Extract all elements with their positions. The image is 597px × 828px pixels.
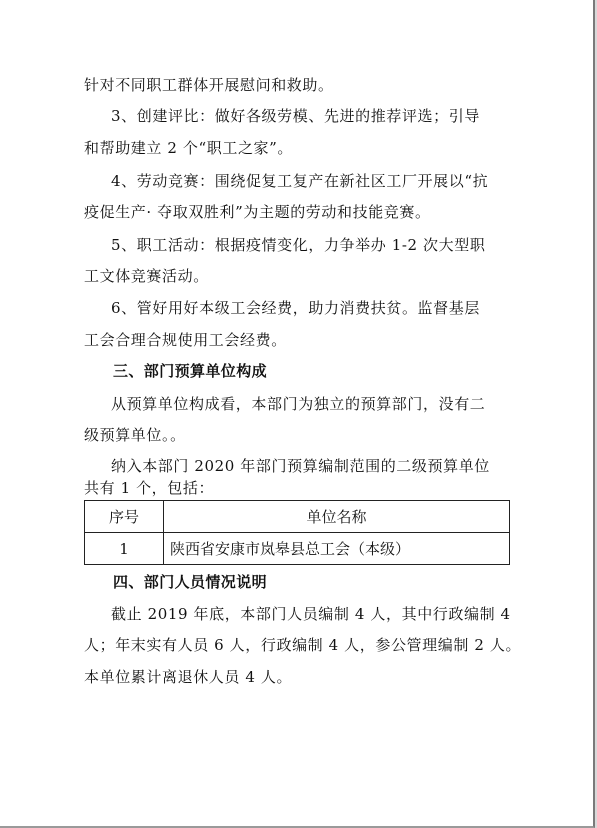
paragraph-line: 工文体竞赛活动。 — [84, 267, 209, 285]
table-row — [85, 533, 510, 565]
table-cell-seq: 1 — [85, 533, 164, 565]
paragraph-line: 人；年末实有人员 6 人，行政编制 4 人，参公管理编制 2 人。 — [84, 636, 522, 654]
paragraph-line: 针对不同职工群体开展慰问和救助。 — [84, 76, 334, 94]
paragraph-line: 从预算单位构成看，本部门为独立的预算部门，没有二 — [111, 395, 486, 413]
section-heading-4: 四、部门人员情况说明 — [113, 573, 268, 591]
table-header-seq: 序号 — [85, 501, 164, 533]
paragraph-line: 和帮助建立 2 个“职工之家”。 — [84, 139, 294, 157]
paragraph-item-4: 4、劳动竞赛：围绕促复工复产在新社区工厂开展以“抗 — [111, 172, 489, 190]
paragraph-line: 纳入本部门 2020 年部门预算编制范围的二级预算单位 — [111, 457, 490, 475]
paragraph-line: 共有 1 个，包括： — [84, 479, 215, 497]
paragraph-line: 截止 2019 年底，本部门人员编制 4 人，其中行政编制 4 — [111, 605, 511, 623]
table-header-name: 单位名称 — [164, 501, 510, 533]
paragraph-item-3: 3、创建评比：做好各级劳模、先进的推荐评选；引导 — [111, 107, 480, 125]
budget-units-table — [84, 500, 510, 565]
paragraph-line: 本单位累计离退休人员 4 人。 — [84, 668, 293, 686]
paragraph-line: 工会合理合规使用工会经费。 — [84, 331, 287, 349]
paragraph-line: 级预算单位。。 — [84, 426, 186, 444]
table-header-row — [85, 501, 510, 533]
paragraph-item-5: 5、职工活动：根据疫情变化，力争举办 1-2 次大型职 — [111, 236, 486, 254]
section-heading-3: 三、部门预算单位构成 — [113, 362, 268, 380]
table-cell-name: 陕西省安康市岚皋县总工会（本级） — [164, 533, 510, 565]
paragraph-line: 疫促生产· 夺取双胜利”为主题的劳动和技能竞赛。 — [84, 203, 431, 221]
paragraph-item-6: 6、管好用好本级工会经费，助力消费扶贫。监督基层 — [111, 299, 480, 317]
